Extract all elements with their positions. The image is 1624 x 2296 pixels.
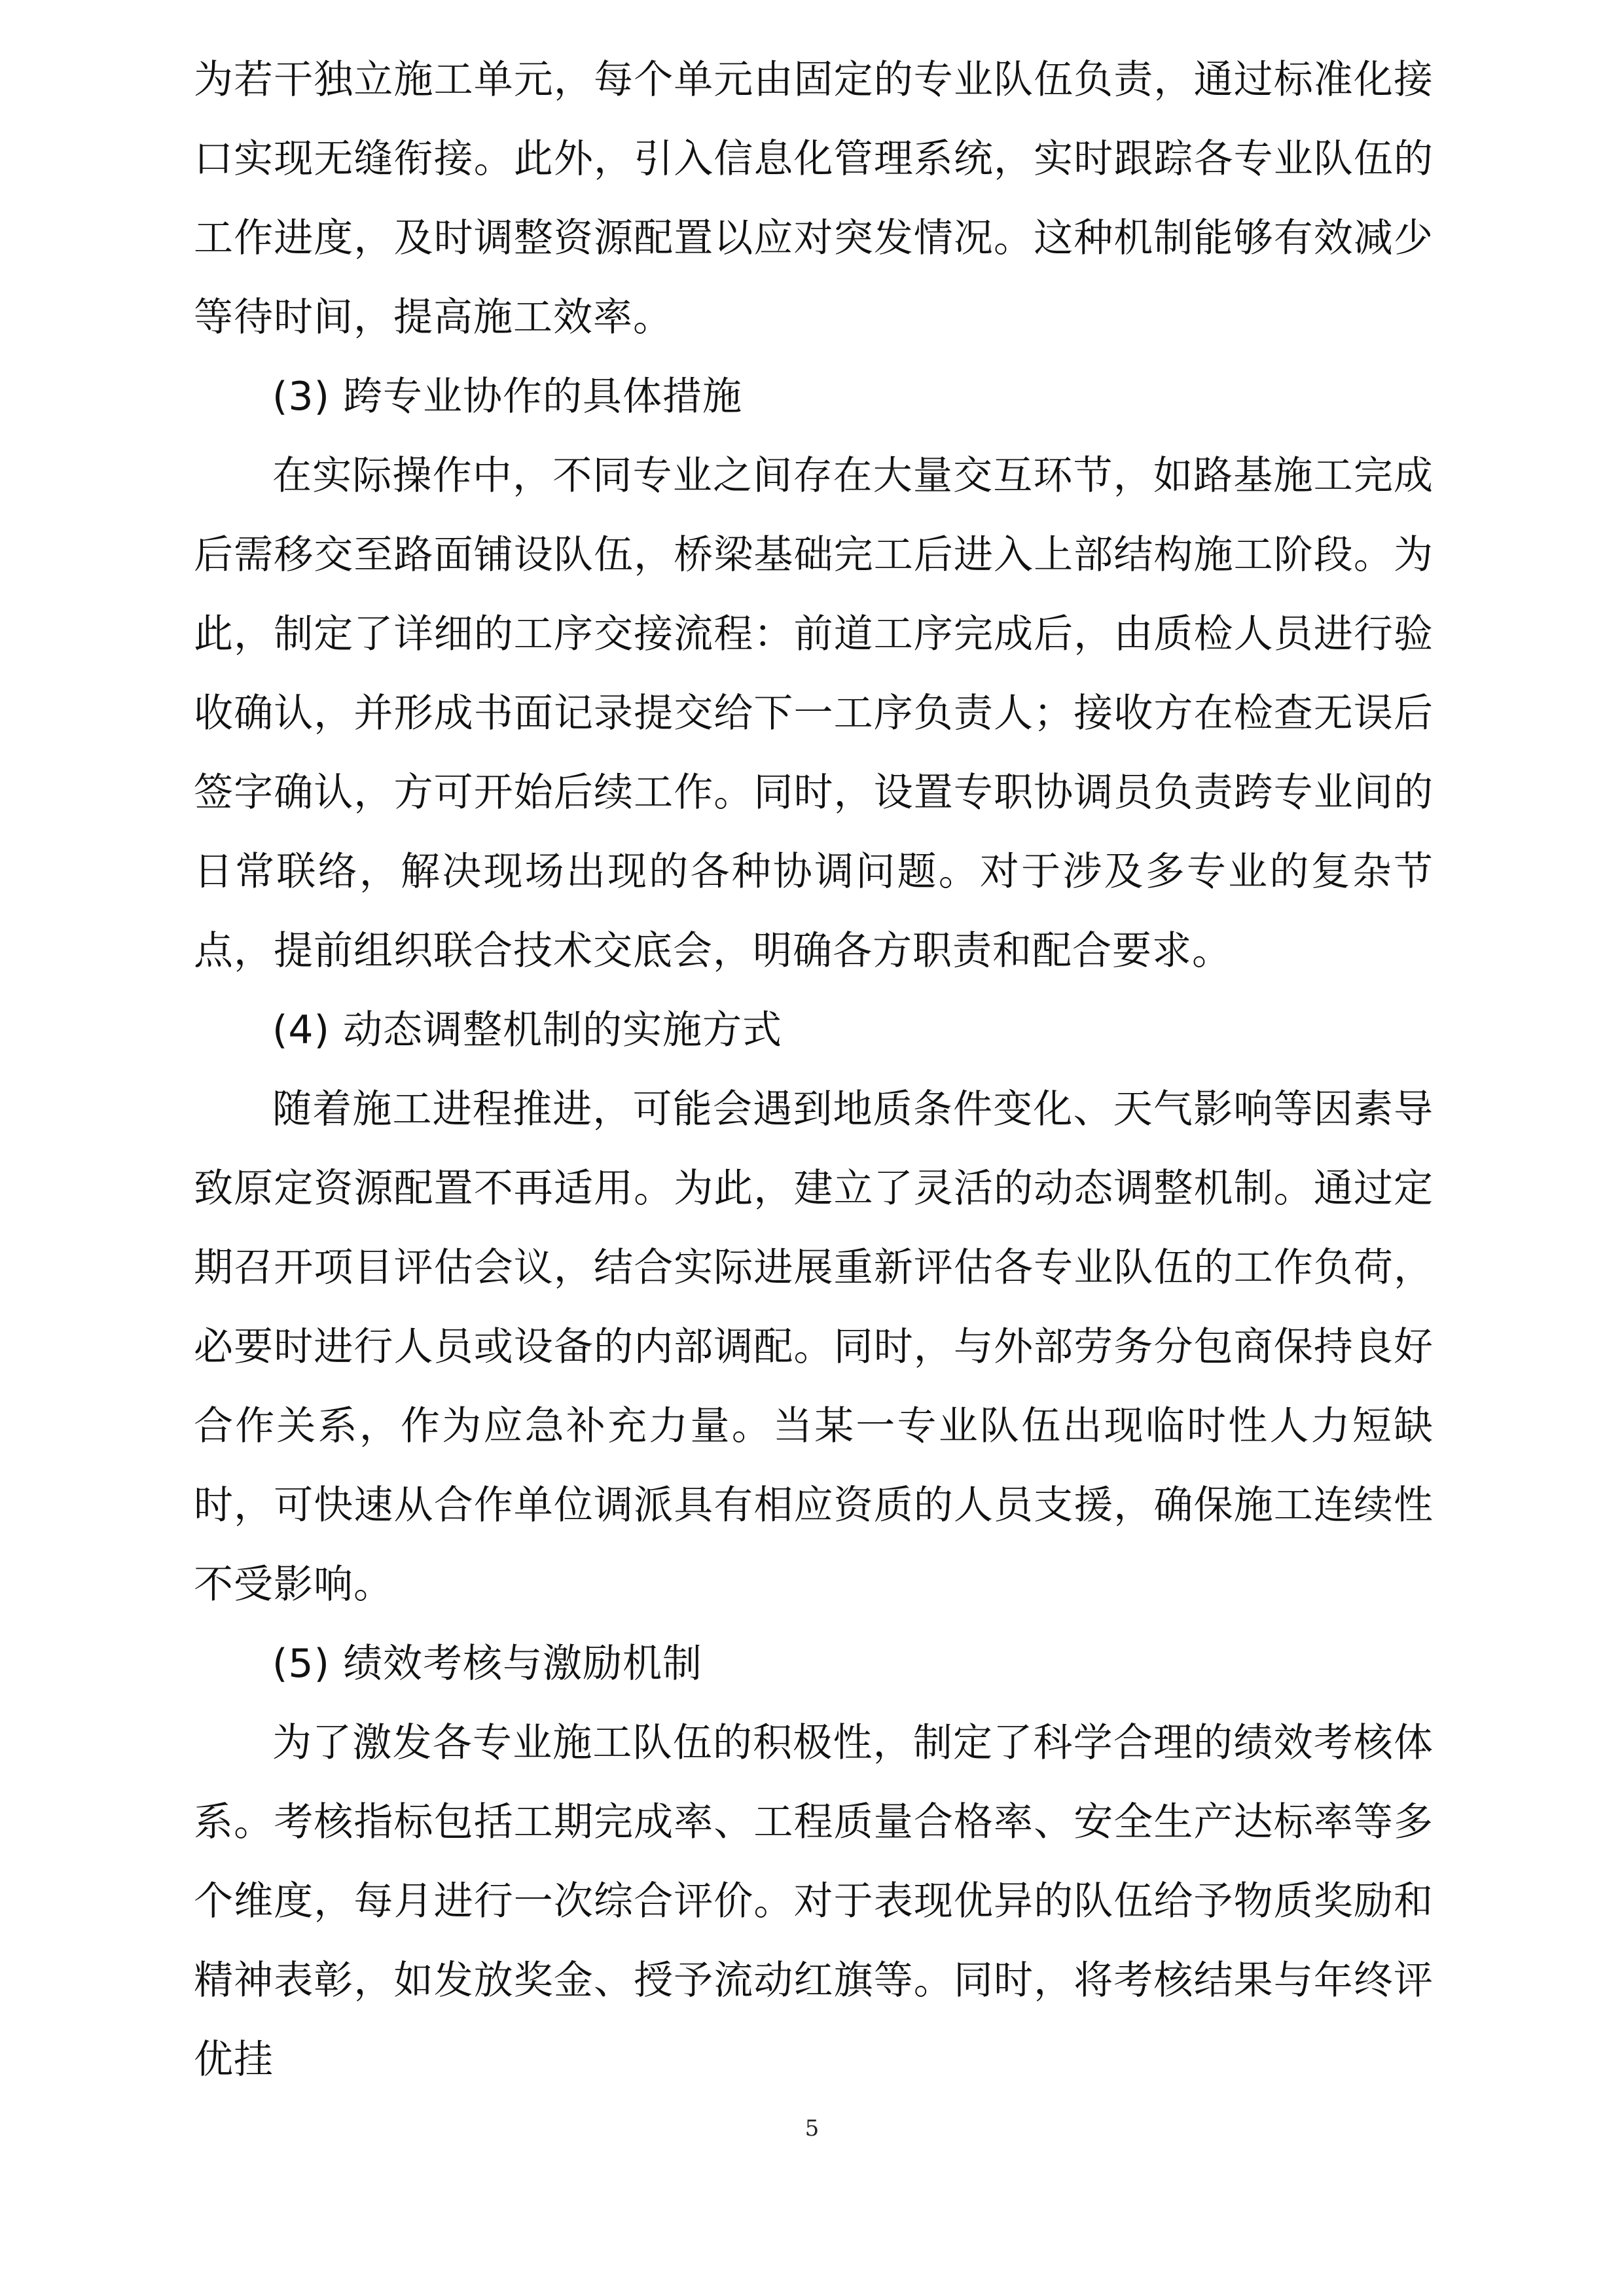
paragraph-continuation: 为若干独立施工单元，每个单元由固定的专业队伍负责，通过标准化接口实现无缝衔接。此外，引入信息化管理系统，实时跟踪各专业队伍的工作进度，及时调整资源配置以应对突发情况。这种机制能够有效减少等待时间，提高施工效率。 — [194, 57, 1434, 340]
section-heading-5: (5) 绩效考核与激励机制 — [272, 1641, 703, 1687]
document-body — [194, 41, 1434, 2100]
paragraph-cross-discipline: 在实际操作中，不同专业之间存在大量交互环节，如路基施工完成后需移交至路面铺设队伍，桥梁基础完工后进入上部结构施工阶段。为此，制定了详细的工序交接流程：前道工序完成后，由质检人员进行验收确认，并形成书面记录提交给下一工序负责人；接收方在检查无误后签字确认，方可开始后续工作。同时，设置专职协调员负责跨专业间的日常联络，解决现场出现的各种协调问题。对于涉及多专业的复杂节点，提前组织联合技术交底会，明确各方职责和配合要求。 — [194, 453, 1434, 974]
section-heading-4: (4) 动态调整机制的实施方式 — [272, 1007, 783, 1053]
paragraph-performance: 为了激发各专业施工队伍的积极性，制定了科学合理的绩效考核体系。考核指标包括工期完成率、工程质量合格率、安全生产达标率等多个维度，每月进行一次综合评价。对于表现优异的队伍给予物质奖励和精神表彰，如发放奖金、授予流动红旗等。同时，将考核结果与年终评优挂 — [194, 1720, 1434, 2083]
paragraph-dynamic-adjustment: 随着施工进程推进，可能会遇到地质条件变化、天气影响等因素导致原定资源配置不再适用。为此，建立了灵活的动态调整机制。通过定期召开项目评估会议，结合实际进展重新评估各专业队伍的工作负荷，必要时进行人员或设备的内部调配。同时，与外部劳务分包商保持良好合作关系，作为应急补充力量。当某一专业队伍出现临时性人力短缺时，可快速从合作单位调派具有相应资质的人员支援，确保施工连续性不受影响。 — [194, 1086, 1434, 1607]
page-number: 5 — [804, 2115, 820, 2142]
section-heading-3: (3) 跨专业协作的具体措施 — [272, 374, 743, 420]
